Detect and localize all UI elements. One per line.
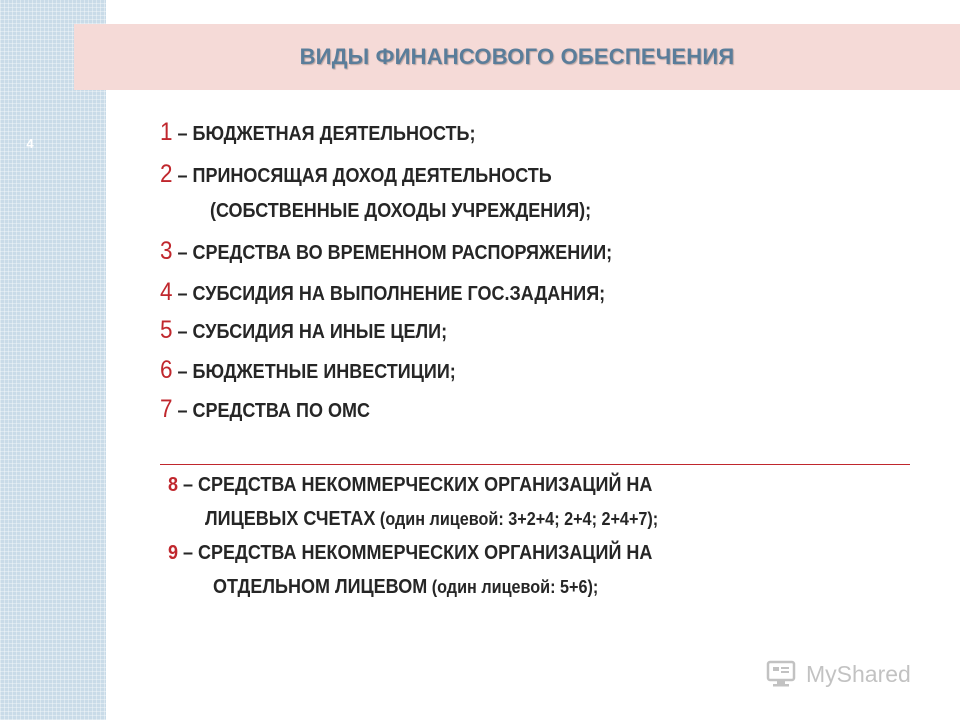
item-number: 1 bbox=[160, 118, 173, 146]
item-text: БЮДЖЕТНЫЕ ИНВЕСТИЦИИ; bbox=[192, 361, 456, 383]
item-text: СРЕДСТВА НЕКОММЕРЧЕСКИХ ОРГАНИЗАЦИЙ НА bbox=[198, 542, 653, 564]
list-item-2 bbox=[160, 160, 552, 189]
item-text: БЮДЖЕТНАЯ ДЕЯТЕЛЬНОСТЬ; bbox=[192, 123, 476, 145]
item-dash: – bbox=[172, 400, 193, 422]
list-item-9 bbox=[168, 542, 652, 565]
sidebar-decoration bbox=[0, 0, 106, 720]
item-text: СРЕДСТВА ПО ОМС bbox=[192, 400, 370, 422]
list-item-9-continuation bbox=[213, 576, 598, 599]
item-dash: – bbox=[172, 242, 193, 264]
item-dash: – bbox=[172, 283, 193, 305]
slide-number: 4 bbox=[26, 136, 34, 151]
item-dash: – bbox=[178, 542, 199, 564]
list-item-5 bbox=[160, 316, 447, 345]
item-text: СРЕДСТВА ВО ВРЕМЕННОМ РАСПОРЯЖЕНИИ; bbox=[192, 242, 613, 264]
item-number: 3 bbox=[160, 237, 173, 265]
item-number: 8 bbox=[168, 474, 179, 496]
section-divider bbox=[160, 464, 910, 465]
list-item-1 bbox=[160, 118, 475, 147]
list-item-8 bbox=[168, 474, 652, 497]
item-number: 4 bbox=[160, 278, 173, 306]
item-number: 7 bbox=[160, 395, 173, 423]
item-text: СРЕДСТВА НЕКОММЕРЧЕСКИХ ОРГАНИЗАЦИЙ НА bbox=[198, 474, 653, 496]
item-dash: – bbox=[172, 321, 193, 343]
watermark-logo bbox=[766, 656, 911, 692]
item-number: 2 bbox=[160, 160, 173, 188]
item-dash: – bbox=[178, 474, 199, 496]
item-dash: – bbox=[172, 361, 193, 383]
list-item-6 bbox=[160, 356, 456, 385]
item-text: СУБСИДИЯ НА ВЫПОЛНЕНИЕ ГОС.ЗАДАНИЯ; bbox=[192, 283, 606, 305]
item-number: 9 bbox=[168, 542, 179, 564]
item-text: ПРИНОСЯЩАЯ ДОХОД ДЕЯТЕЛЬНОСТЬ bbox=[192, 165, 552, 187]
item-note: (один лицевой: 3+2+4; 2+4; 2+4+7); bbox=[375, 509, 659, 529]
item-note: (один лицевой: 5+6); bbox=[427, 577, 599, 597]
list-item-7 bbox=[160, 395, 370, 424]
item-continuation-text: ЛИЦЕВЫХ СЧЕТАХ bbox=[205, 508, 376, 530]
monitor-icon bbox=[766, 659, 800, 689]
item-text: СУБСИДИЯ НА ИНЫЕ ЦЕЛИ; bbox=[192, 321, 448, 343]
list-item-2-continuation: (СОБСТВЕННЫЕ ДОХОДЫ УЧРЕЖДЕНИЯ); bbox=[210, 200, 592, 222]
list-item-4 bbox=[160, 278, 605, 307]
item-dash: – bbox=[172, 165, 193, 187]
slide-title: ВИДЫ ФИНАНСОВОГО ОБЕСПЕЧЕНИЯ bbox=[299, 44, 735, 69]
item-continuation-text: ОТДЕЛЬНОМ ЛИЦЕВОМ bbox=[213, 576, 428, 598]
watermark-text: MyShared bbox=[806, 660, 911, 687]
item-number: 6 bbox=[160, 356, 173, 384]
list-item-3 bbox=[160, 237, 612, 266]
list-item-8-continuation bbox=[205, 508, 658, 531]
item-dash: – bbox=[172, 123, 193, 145]
item-number: 5 bbox=[160, 316, 173, 344]
